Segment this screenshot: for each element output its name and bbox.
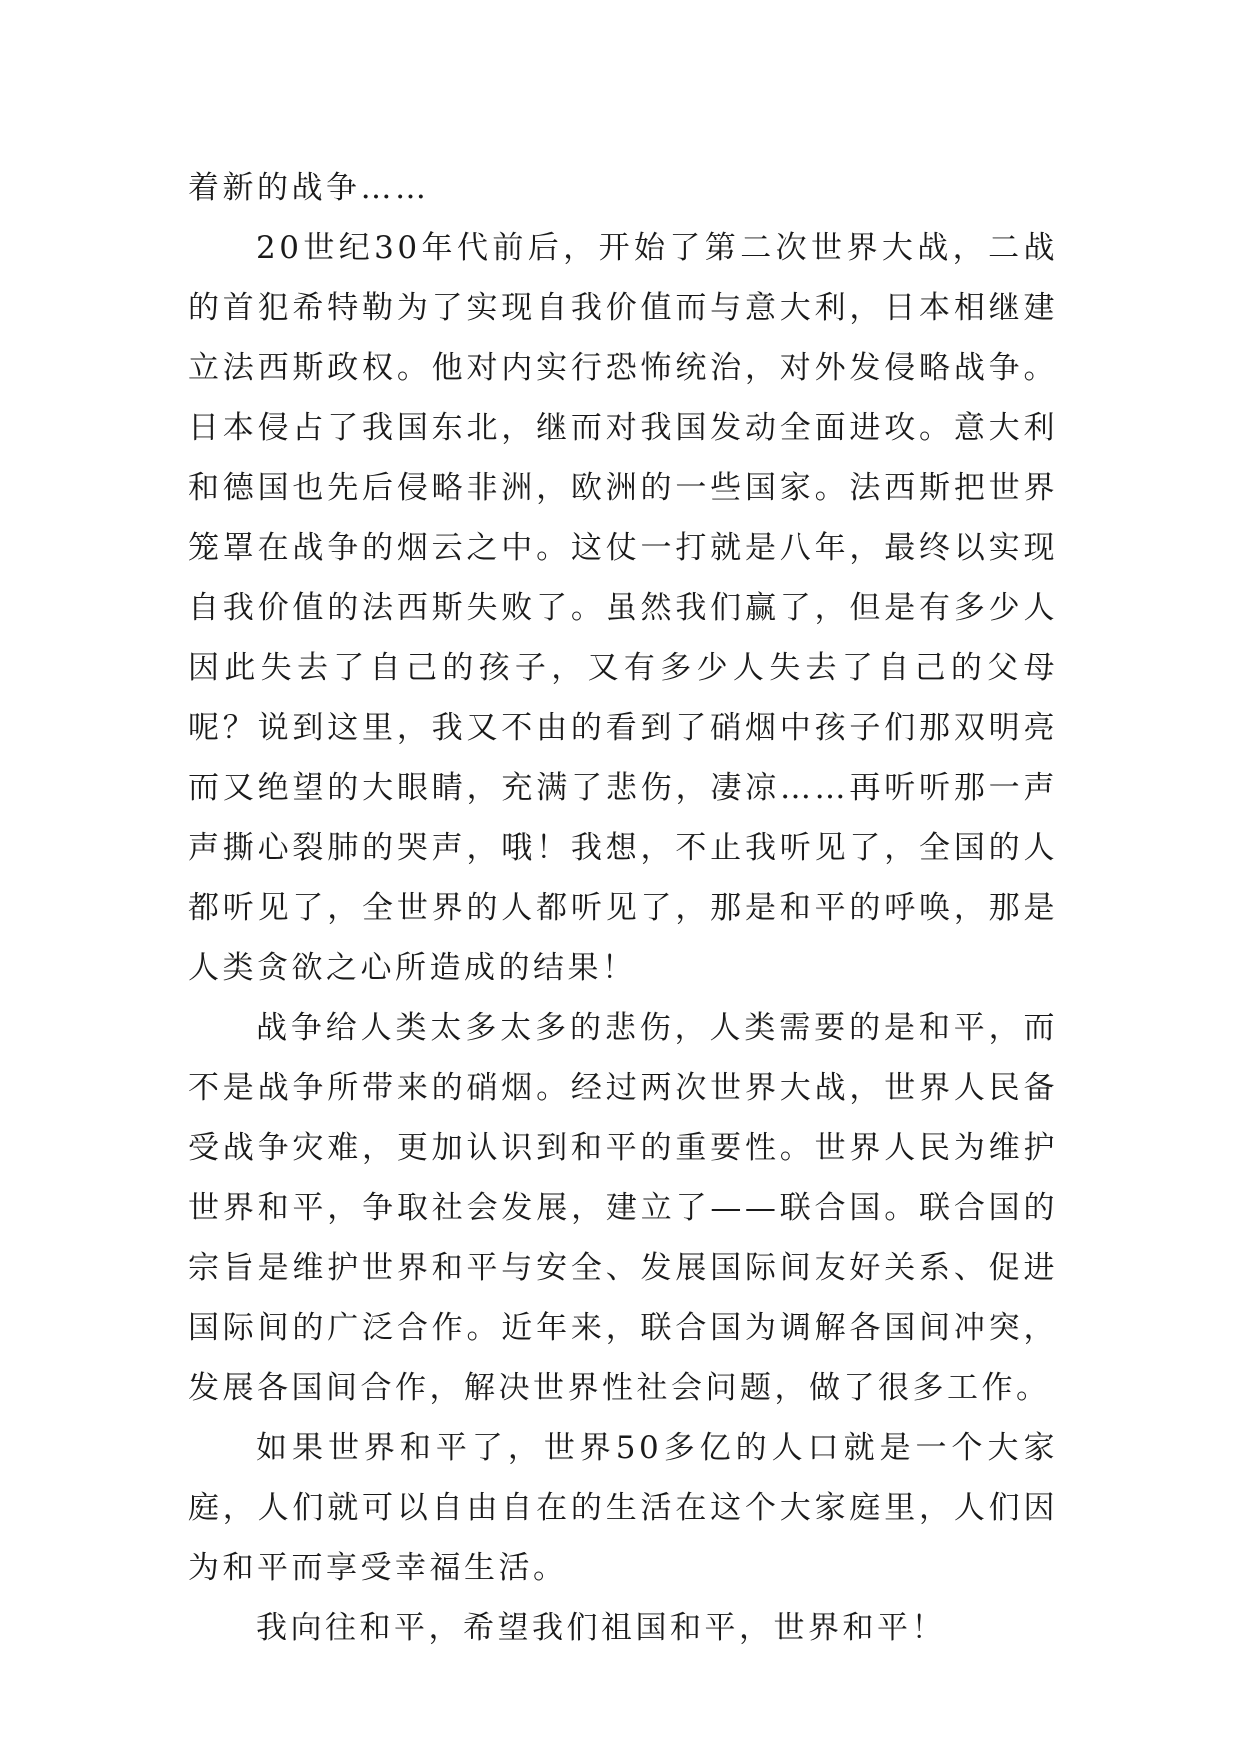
paragraph-ww2: 20世纪30年代前后，开始了第二次世界大战，二战的首犯希特勒为了实现自我价值而与意大利，日本相继建立法西斯政权。他对内实行恐怖统治，对外发侵略战争。日本侵占了我国东北，继而对我国发动全面进攻。意大利和德国也先后侵略非洲，欧洲的一些国家。法西斯把世界笼罩在战争的烟云之中。这仗一打就是八年，最终以实现自我价值的法西斯失败了。虽然我们赢了，但是有多少人因此失去了自己的孩子，又有多少人失去了自己的父母呢？说到这里，我又不由的看到了硝烟中孩子们那双明亮而又绝望的大眼睛，充满了悲伤，凄凉……再听听那一声声撕心裂肺的哭声，哦！我想，不止我听见了，全国的人都听见了，全世界的人都听见了，那是和平的呼唤，那是人类贪欲之心所造成的结果！ <box>188 230 1058 986</box>
paragraph-continuation: 着新的战争…… <box>188 170 430 206</box>
paragraph-world-peace-family: 如果世界和平了，世界50多亿的人口就是一个大家庭，人们就可以自由自在的生活在这个大家庭里，人们因为和平而享受幸福生活。 <box>188 1430 1058 1586</box>
paragraph-closing: 我向往和平，希望我们祖国和平，世界和平！ <box>256 1610 946 1646</box>
document-body <box>188 158 1058 1658</box>
paragraph-united-nations: 战争给人类太多太多的悲伤，人类需要的是和平，而不是战争所带来的硝烟。经过两次世界大战，世界人民备受战争灾难，更加认识到和平的重要性。世界人民为维护世界和平，争取社会发展，建立了——联合国。联合国的宗旨是维护世界和平与安全、发展国际间友好关系、促进国际间的广泛合作。近年来，联合国为调解各国间冲突，发展各国间合作，解决世界性社会问题，做了很多工作。 <box>188 1010 1058 1406</box>
